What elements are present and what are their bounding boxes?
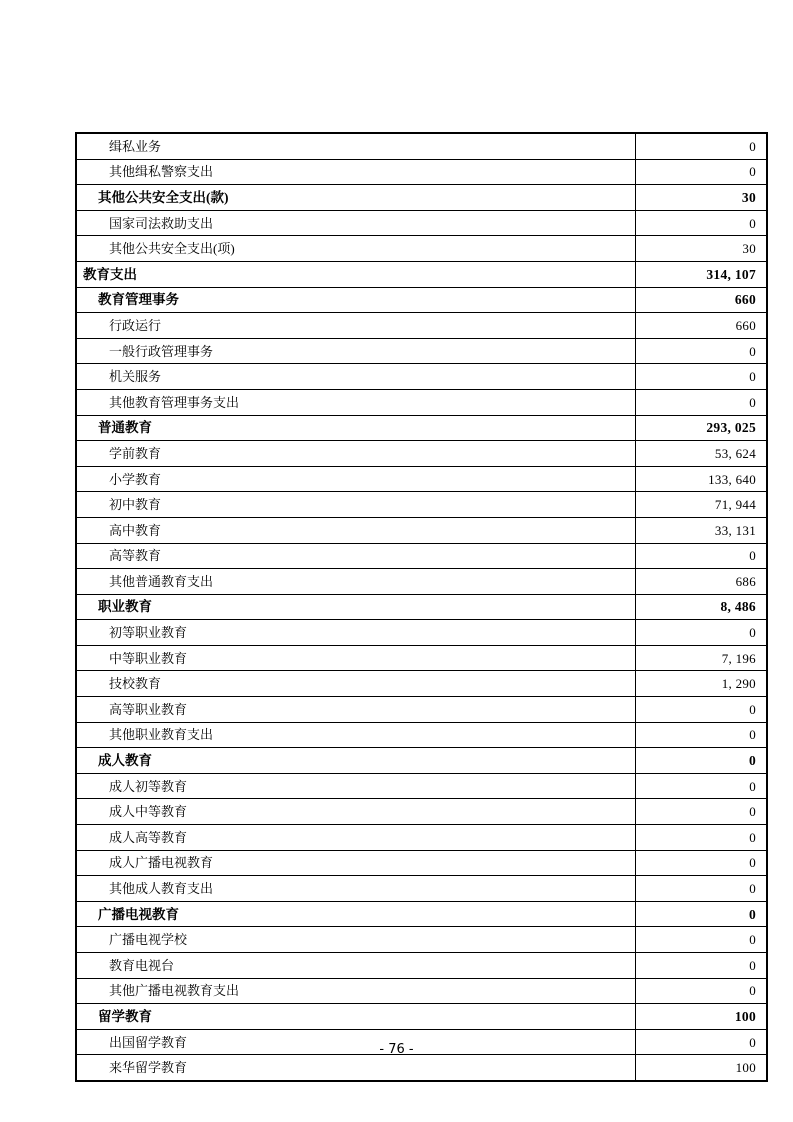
budget-item-label: 出国留学教育 (76, 1029, 636, 1055)
table-row (76, 185, 767, 211)
budget-item-amount: 100 (636, 1055, 768, 1081)
budget-item-amount: 53, 624 (636, 441, 768, 467)
table-row (76, 978, 767, 1004)
budget-item-amount: 0 (636, 389, 768, 415)
table-row (76, 1055, 767, 1081)
budget-item-label: 一般行政管理事务 (76, 338, 636, 364)
budget-item-amount: 0 (636, 850, 768, 876)
table-row (76, 492, 767, 518)
budget-item-label: 来华留学教育 (76, 1055, 636, 1081)
table-row (76, 645, 767, 671)
page-number: - 76 - (379, 1042, 414, 1057)
budget-item-label: 高等职业教育 (76, 697, 636, 723)
budget-item-amount: 293, 025 (636, 415, 768, 441)
budget-item-amount: 0 (636, 748, 768, 774)
budget-item-amount: 0 (636, 620, 768, 646)
budget-item-label: 小学教育 (76, 466, 636, 492)
budget-item-amount: 0 (636, 773, 768, 799)
budget-item-amount: 0 (636, 133, 768, 159)
budget-item-label: 成人中等教育 (76, 799, 636, 825)
budget-item-label: 成人教育 (76, 748, 636, 774)
table-row (76, 236, 767, 262)
budget-item-amount: 0 (636, 901, 768, 927)
budget-item-amount: 314, 107 (636, 261, 768, 287)
budget-item-label: 初等职业教育 (76, 620, 636, 646)
budget-item-label: 成人高等教育 (76, 825, 636, 851)
budget-item-label: 职业教育 (76, 594, 636, 620)
budget-item-amount: 0 (636, 543, 768, 569)
budget-item-amount: 100 (636, 1004, 768, 1030)
table-row (76, 799, 767, 825)
table-row (76, 517, 767, 543)
budget-item-label: 其他成人教育支出 (76, 876, 636, 902)
table-row (76, 773, 767, 799)
budget-item-amount: 30 (636, 185, 768, 211)
table-row (76, 287, 767, 313)
budget-item-amount: 0 (636, 799, 768, 825)
budget-item-amount: 8, 486 (636, 594, 768, 620)
table-row (76, 594, 767, 620)
table-row (76, 159, 767, 185)
budget-item-amount: 133, 640 (636, 466, 768, 492)
table-row (76, 415, 767, 441)
table-row (76, 364, 767, 390)
budget-item-label: 高中教育 (76, 517, 636, 543)
table-row (76, 210, 767, 236)
budget-item-amount: 0 (636, 978, 768, 1004)
table-row (76, 466, 767, 492)
budget-item-label: 普通教育 (76, 415, 636, 441)
table-row (76, 569, 767, 595)
table-row (76, 1004, 767, 1030)
budget-item-label: 其他普通教育支出 (76, 569, 636, 595)
table-row (76, 697, 767, 723)
table-row (76, 313, 767, 339)
table-row (76, 901, 767, 927)
budget-item-amount: 71, 944 (636, 492, 768, 518)
table-row (76, 748, 767, 774)
budget-item-label: 留学教育 (76, 1004, 636, 1030)
budget-item-amount: 0 (636, 876, 768, 902)
budget-item-amount: 30 (636, 236, 768, 262)
budget-item-amount: 686 (636, 569, 768, 595)
table-row (76, 338, 767, 364)
budget-item-amount: 1, 290 (636, 671, 768, 697)
budget-item-amount: 7, 196 (636, 645, 768, 671)
budget-table (75, 132, 768, 1082)
budget-item-label: 中等职业教育 (76, 645, 636, 671)
budget-item-amount: 0 (636, 364, 768, 390)
budget-item-label: 缉私业务 (76, 133, 636, 159)
table-row (76, 620, 767, 646)
budget-item-amount: 0 (636, 1029, 768, 1055)
budget-item-amount: 0 (636, 697, 768, 723)
budget-item-amount: 0 (636, 927, 768, 953)
budget-item-label: 其他职业教育支出 (76, 722, 636, 748)
budget-item-label: 其他教育管理事务支出 (76, 389, 636, 415)
budget-item-amount: 0 (636, 338, 768, 364)
table-row (76, 953, 767, 979)
budget-item-amount: 0 (636, 825, 768, 851)
table-row (76, 543, 767, 569)
budget-item-amount: 660 (636, 313, 768, 339)
budget-item-label: 教育管理事务 (76, 287, 636, 313)
budget-item-label: 教育支出 (76, 261, 636, 287)
table-row (76, 825, 767, 851)
budget-item-label: 其他公共安全支出(款) (76, 185, 636, 211)
budget-item-label: 成人初等教育 (76, 773, 636, 799)
table-row (76, 133, 767, 159)
budget-item-label: 国家司法救助支出 (76, 210, 636, 236)
budget-item-label: 学前教育 (76, 441, 636, 467)
budget-item-label: 初中教育 (76, 492, 636, 518)
table-row (76, 876, 767, 902)
budget-item-label: 教育电视台 (76, 953, 636, 979)
budget-table-body (76, 133, 767, 1081)
table-row (76, 927, 767, 953)
budget-item-label: 机关服务 (76, 364, 636, 390)
table-row (76, 389, 767, 415)
table-row (76, 671, 767, 697)
budget-item-label: 技校教育 (76, 671, 636, 697)
budget-item-amount: 0 (636, 953, 768, 979)
budget-item-label: 广播电视学校 (76, 927, 636, 953)
budget-item-amount: 33, 131 (636, 517, 768, 543)
budget-item-amount: 660 (636, 287, 768, 313)
budget-item-label: 广播电视教育 (76, 901, 636, 927)
budget-item-label: 高等教育 (76, 543, 636, 569)
table-row (76, 850, 767, 876)
budget-item-label: 成人广播电视教育 (76, 850, 636, 876)
budget-item-amount: 0 (636, 210, 768, 236)
budget-item-amount: 0 (636, 722, 768, 748)
table-row (76, 441, 767, 467)
table-row (76, 722, 767, 748)
budget-item-label: 其他缉私警察支出 (76, 159, 636, 185)
budget-item-label: 其他公共安全支出(项) (76, 236, 636, 262)
budget-item-amount: 0 (636, 159, 768, 185)
budget-item-label: 其他广播电视教育支出 (76, 978, 636, 1004)
table-row (76, 261, 767, 287)
budget-item-label: 行政运行 (76, 313, 636, 339)
